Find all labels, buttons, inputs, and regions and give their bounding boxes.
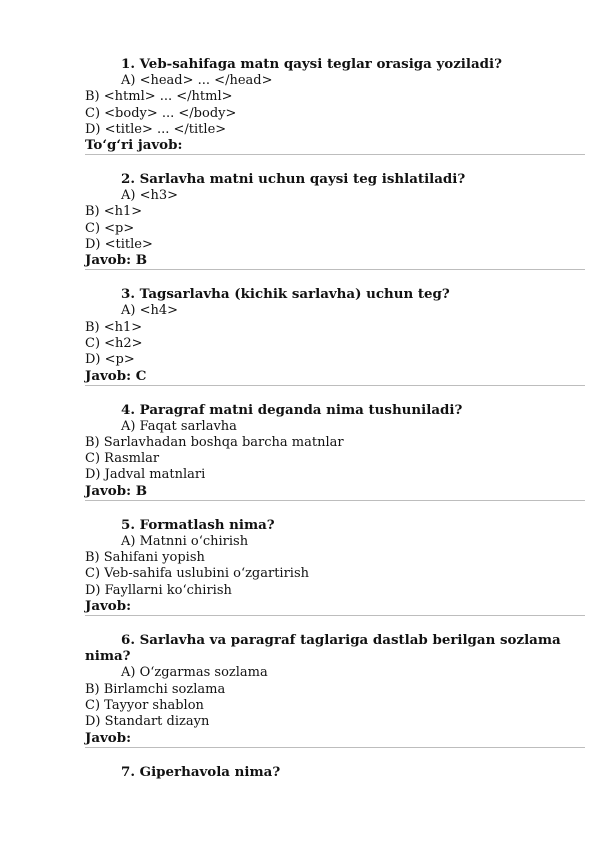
question-5: [85, 517, 585, 616]
answer-line: To‘g‘ri javob:: [85, 138, 585, 155]
option-c: C) Tayyor shablon: [85, 698, 204, 714]
answer-line: Javob:: [85, 731, 585, 748]
option-c: C) <p>: [85, 220, 135, 236]
option-a: A) Faqat sarlavha: [121, 418, 237, 434]
question-title: 5. Formatlash nima?: [121, 516, 275, 533]
option-b: B) <html> ... </html>: [85, 89, 233, 105]
question-6: [85, 632, 585, 748]
option-a: A) <head> ... </head>: [121, 73, 273, 88]
question-title: 1. Veb-sahifaga matn qaysi teglar orasiga yoziladi?: [121, 56, 502, 72]
option-a: A) Matnni o‘chirish: [121, 533, 249, 549]
option-b: B) Birlamchi sozlama: [85, 681, 226, 697]
option-b: B) Sahifani yopish: [85, 550, 205, 566]
option-d: D) <title>: [85, 237, 153, 253]
option-b: B) <h1>: [85, 319, 143, 335]
question-1: [85, 56, 585, 155]
question-7: [85, 764, 585, 781]
option-a: A) <h4>: [121, 303, 179, 319]
answer-line: Javob:: [85, 599, 585, 616]
option-d: D) Jadval matnlari: [85, 467, 206, 483]
question-title: 3. Tagsarlavha (kichik sarlavha) uchun teg?: [121, 286, 450, 303]
question-title: 6. Sarlavha va paragraf taglariga dastlab berilgan sozlama nima?: [85, 631, 561, 665]
option-d: D) <p>: [85, 352, 135, 368]
question-2: [85, 171, 585, 270]
answer-line: Javob: C: [85, 369, 585, 386]
option-d: D) <title> ... </title>: [85, 121, 227, 137]
question-title: 2. Sarlavha matni uchun qaysi teg ishlatiladi?: [121, 171, 466, 188]
question-title: 7. Giperhavola nima?: [121, 763, 281, 780]
question-4: [85, 402, 585, 501]
question-3: [85, 286, 585, 385]
option-b: B) <h1>: [85, 204, 143, 220]
option-d: D) Fayllarni ko‘chirish: [85, 582, 232, 598]
quiz-document: [85, 56, 585, 796]
option-c: C) Veb-sahifa uslubini o‘zgartirish: [85, 566, 310, 582]
option-a: A) O‘zgarmas sozlama: [121, 665, 268, 681]
option-a: A) <h3>: [121, 188, 179, 204]
option-c: C) <body> ... </body>: [85, 105, 237, 121]
option-c: C) <h2>: [85, 335, 143, 351]
question-title: 4. Paragraf matni deganda nima tushuniladi?: [121, 401, 463, 418]
option-d: D) Standart dizayn: [85, 714, 210, 730]
answer-line: Javob: B: [85, 253, 585, 270]
answer-line: Javob: B: [85, 484, 585, 501]
option-b: B) Sarlavhadan boshqa barcha matnlar: [85, 434, 344, 450]
option-c: C) Rasmlar: [85, 451, 160, 467]
